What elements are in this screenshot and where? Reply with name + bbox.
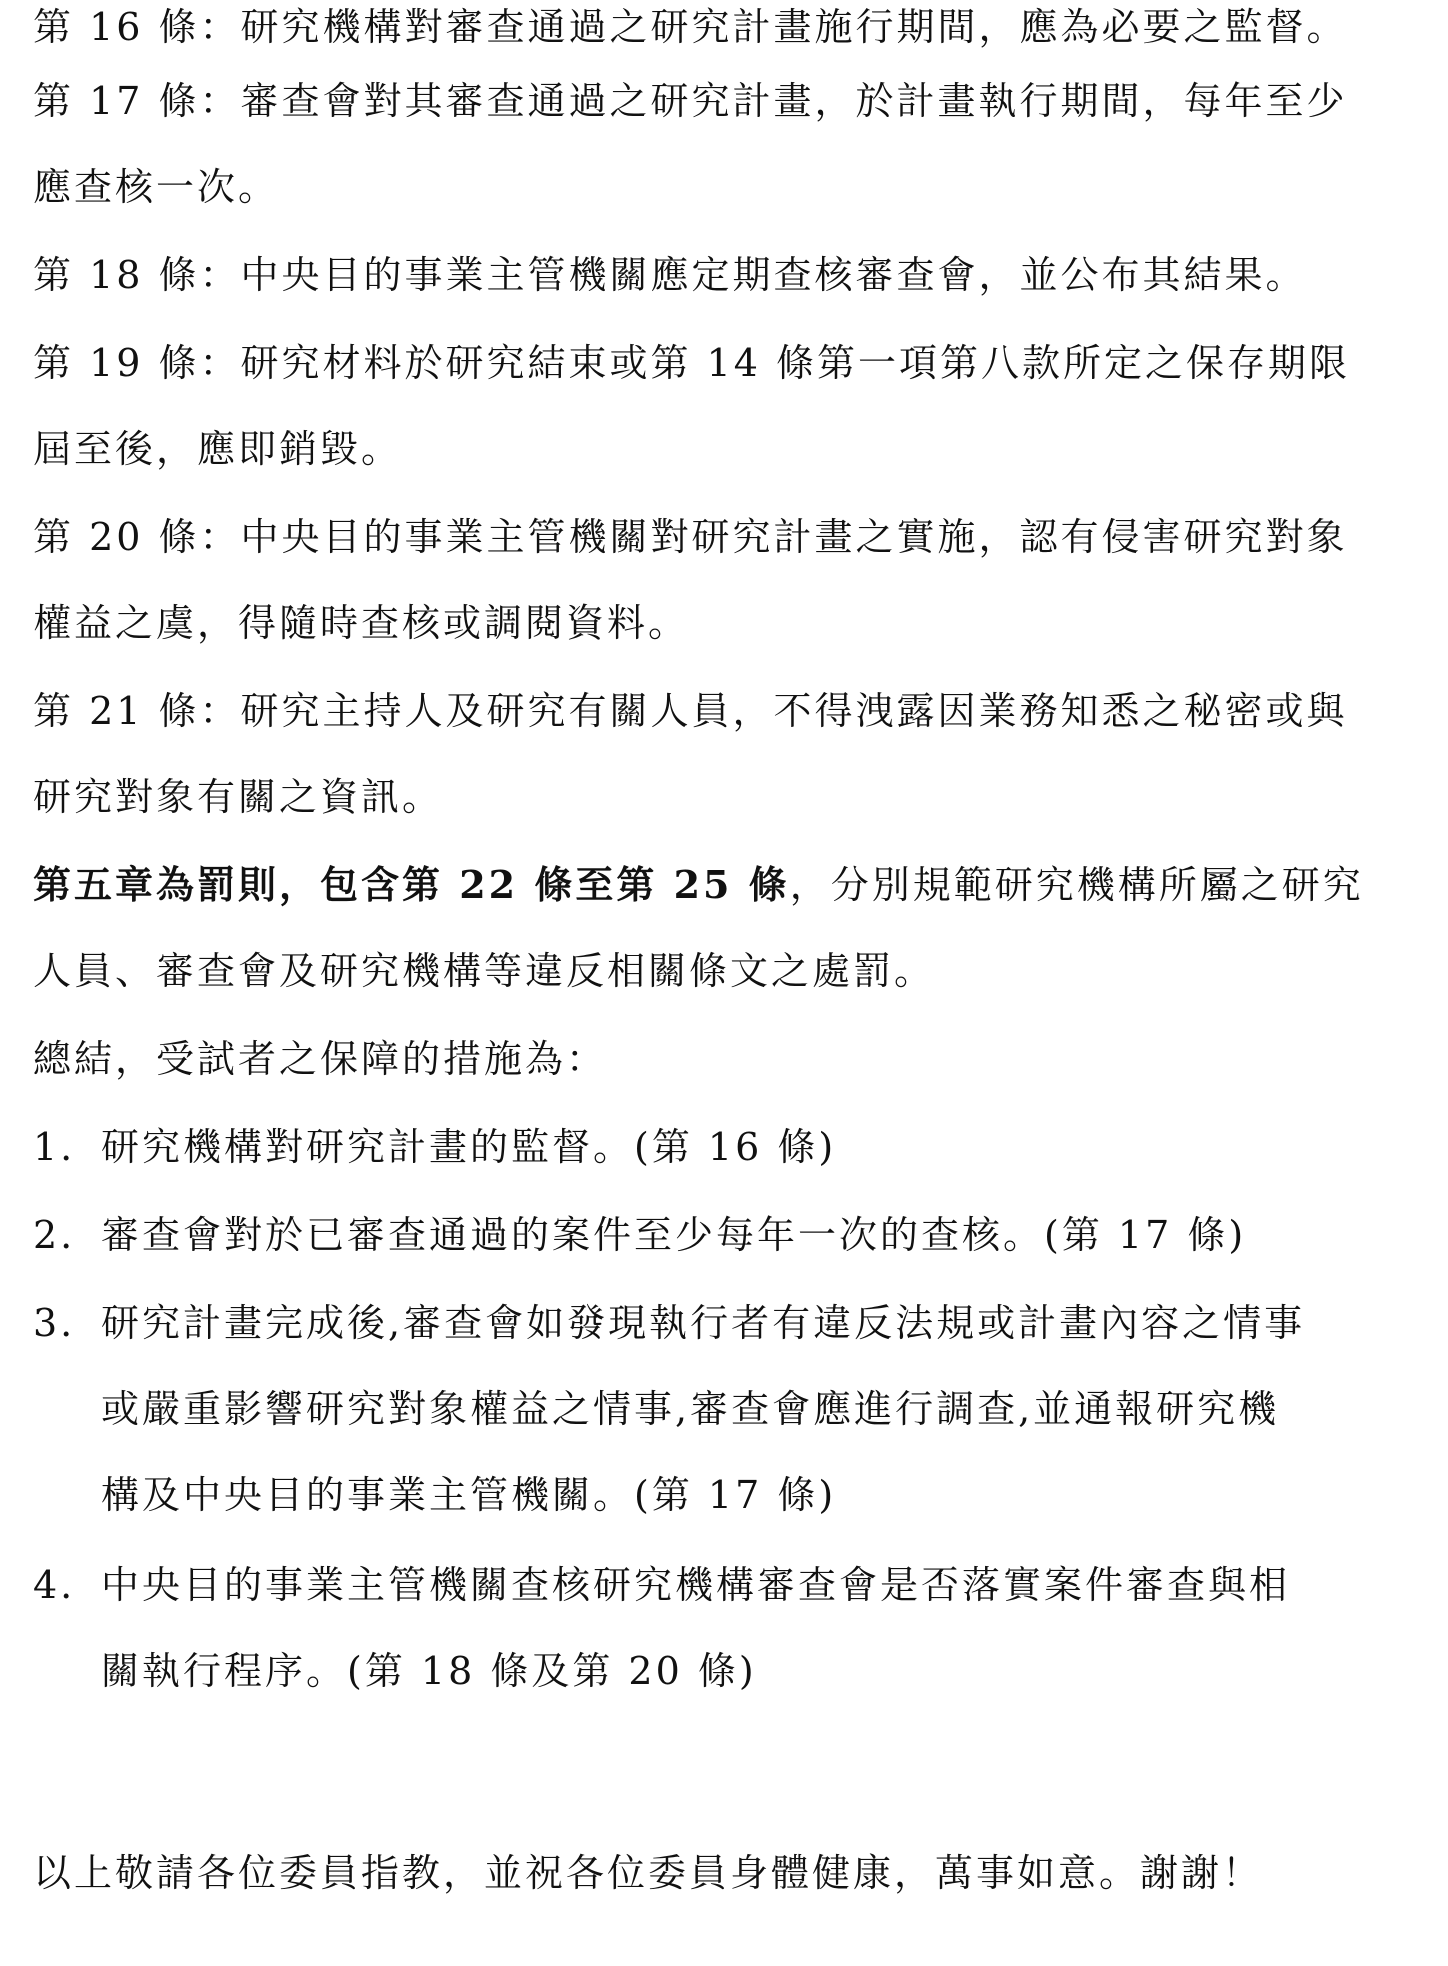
- article-21-line-1: 第 21 條：研究主持人及研究有關人員，不得洩露因業務知悉之秘密或與: [33, 689, 1348, 733]
- summary-item-3-line-1: 研究計畫完成後,審查會如發現執行者有違反法規或計畫內容之情事: [101, 1301, 1306, 1345]
- summary-intro-line: 總結，受試者之保障的措施為：: [33, 1037, 608, 1081]
- summary-item-number: 3.: [33, 1301, 76, 1345]
- summary-item-body: [101, 1280, 1411, 1538]
- summary-item-1-line-1: 研究機構對研究計畫的監督。(第 16 條): [101, 1125, 837, 1169]
- summary-item-number: 4.: [33, 1563, 76, 1607]
- article-19-line-2: 屆至後，應即銷毀。: [33, 427, 403, 471]
- article-18: [33, 232, 1411, 318]
- chapter-5-rest: ，分別規範研究機構所屬之研究: [789, 863, 1364, 907]
- article-19-line-1: 第 19 條：研究材料於研究結束或第 14 條第一項第八款所定之保存期限: [33, 341, 1351, 385]
- summary-item-2-line-1: 審查會對於已審查通過的案件至少每年一次的查核。(第 17 條): [101, 1213, 1247, 1257]
- article-21: [33, 668, 1411, 840]
- article-16-line-1: 第 16 條：研究機構對審查通過之研究計畫施行期間，應為必要之監督。: [33, 5, 1348, 49]
- article-17-line-2: 應查核一次。: [33, 165, 280, 209]
- summary-item-number: 2.: [33, 1213, 76, 1257]
- article-20-line-2: 權益之虞，得隨時查核或調閱資料。: [33, 601, 690, 645]
- chapter-5-line-1: [33, 842, 1411, 928]
- summary-item-3: [33, 1280, 1411, 1538]
- summary-item-4-line-1: 中央目的事業主管機關查核研究機構審查會是否落實案件審查與相: [101, 1563, 1291, 1607]
- summary-item-body: [101, 1542, 1411, 1714]
- closing-paragraph: [33, 1830, 1411, 1916]
- summary-item-body: [101, 1192, 1411, 1278]
- article-20: [33, 494, 1411, 666]
- chapter-5-paragraph: [33, 842, 1411, 1014]
- closing-line: 以上敬請各位委員指教，並祝各位委員身體健康，萬事如意。謝謝！: [33, 1851, 1264, 1895]
- chapter-5-line-2: 人員、審查會及研究機構等違反相關條文之處罰。: [33, 949, 936, 993]
- article-19: [33, 320, 1411, 492]
- article-20-line-1: 第 20 條：中央目的事業主管機關對研究計畫之實施，認有侵害研究對象: [33, 515, 1348, 559]
- summary-item-2: [33, 1192, 1411, 1278]
- summary-item-body: [101, 1104, 1411, 1190]
- summary-item-3-line-2: 或嚴重影響研究對象權益之情事,審查會應進行調查,並通報研究機: [101, 1387, 1280, 1431]
- chapter-5-lead: 第五章為罰則，包含第 22 條至第 25 條: [33, 862, 790, 907]
- article-17-line-1: 第 17 條：審查會對其審查通過之研究計畫，於計畫執行期間，每年至少: [33, 79, 1348, 123]
- summary-item-1: [33, 1104, 1411, 1190]
- article-18-line-1: 第 18 條：中央目的事業主管機關應定期查核審查會，並公布其結果。: [33, 253, 1307, 297]
- summary-item-4: [33, 1542, 1411, 1714]
- summary-item-3-line-3: 構及中央目的事業主管機關。(第 17 條): [101, 1473, 837, 1517]
- article-17: [33, 58, 1411, 230]
- summary-intro: [33, 1016, 1411, 1102]
- summary-item-number: 1.: [33, 1125, 76, 1169]
- summary-item-4-line-2: 關執行程序。(第 18 條及第 20 條): [101, 1649, 757, 1693]
- article-21-line-2: 研究對象有關之資訊。: [33, 775, 444, 819]
